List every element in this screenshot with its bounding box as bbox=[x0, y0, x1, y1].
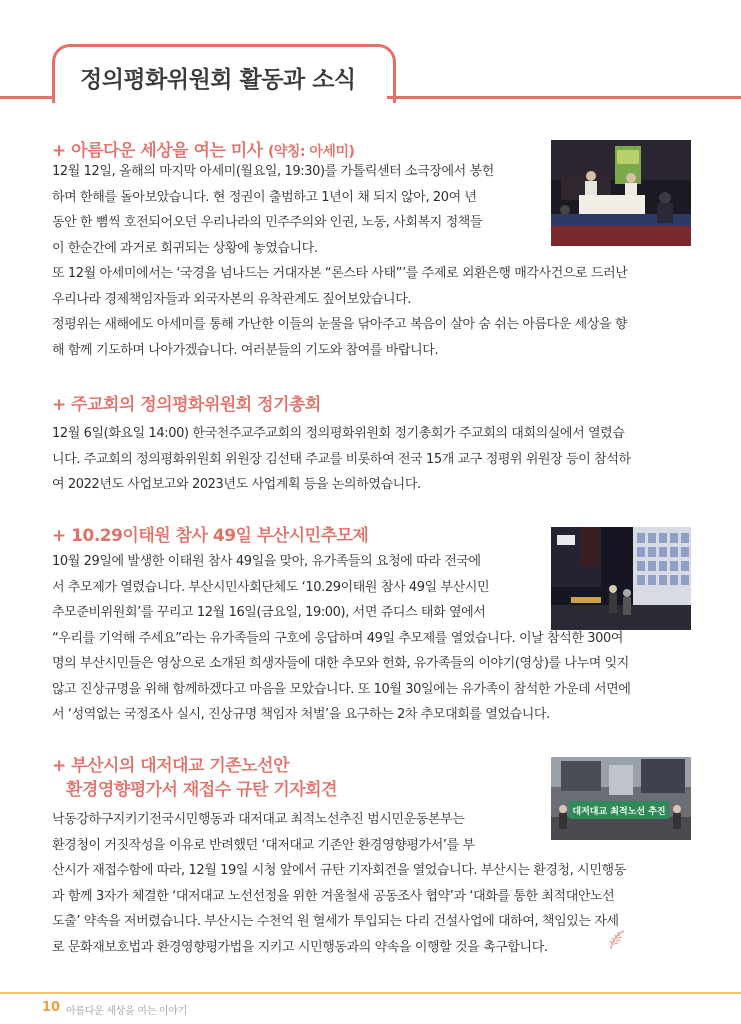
section-heading-bridge-2: 환경영향평가서 재접수 규탄 기자회견 bbox=[66, 780, 338, 800]
section-heading-assembly: + 주교회의 정의평화위원회 정기총회 bbox=[52, 395, 321, 415]
text-line: 산시가 재접수함에 따라, 12월 19일 시청 앞에서 규탄 기자회견을 열었습니다. 부산시는 환경청, 시민행동 bbox=[52, 863, 626, 878]
text-line: 환경청이 거짓작성을 이유로 반려했던 ‘대저대교 기존안 환경영향평가서’를 부 bbox=[52, 837, 475, 853]
text-line: 추모준비위원회’를 꾸리고 12월 16일(금요일, 19:00), 서면 쥬디스 태화 옆에서 bbox=[52, 605, 486, 620]
text-line: 우리나라 경제책임자들과 외국자본의 유착관계도 짚어보았습니다. bbox=[52, 291, 412, 307]
text-line: “우리를 기억해 주세요”라는 유가족들의 구호에 응답하며 49일 추모제를 열었습니다. 이날 참석한 300여 bbox=[52, 630, 623, 646]
section-heading-mass-main: + 아름다운 세상을 여는 미사 bbox=[52, 141, 268, 161]
photo-press-conference bbox=[551, 757, 691, 840]
footer-rule bbox=[0, 992, 741, 994]
text-line: 니다. 주교회의 정의평화위원회 위원장 김선태 주교를 비롯하여 전국 15개 교구 정평위 위원장 등이 참석하 bbox=[52, 451, 631, 467]
press-banner-text: 대저대교 최적노선 추진 bbox=[572, 807, 666, 817]
section-body-assembly bbox=[52, 421, 702, 498]
section-heading-memorial: + 10.29이태원 참사 49일 부산시민추모제 bbox=[52, 526, 369, 546]
text-line: 않고 진상규명을 위해 함께하겠다고 마음을 모았습니다. 또 10월 30일에는 유가족이 참석한 가운데 서면에 bbox=[52, 681, 631, 697]
header-rule-right bbox=[387, 96, 741, 99]
section-body-memorial-b bbox=[52, 626, 702, 728]
leaf-icon bbox=[608, 929, 626, 955]
text-line: 이 한순간에 과거로 회귀되는 상황에 놓였습니다. bbox=[52, 240, 318, 256]
section-heading-mass-sub: (약칭: 아세미) bbox=[267, 144, 355, 160]
text-line: 서 추모제가 열렸습니다. 부산시민사회단체도 ‘10.29이태원 참사 49일 부산시민 bbox=[52, 579, 490, 595]
photo-mass bbox=[551, 140, 691, 246]
text-line: 하며 한해를 돌아보았습니다. 현 정권이 출범하고 1년이 채 되지 않아, 20여 년 bbox=[52, 189, 477, 205]
section-body-bridge-b bbox=[52, 858, 702, 960]
text-line: 서 ‘성역없는 국정조사 실시, 진상규명 책임자 처벌’을 요구하는 2차 추모대회를 열었습니다. bbox=[52, 707, 550, 722]
page-title: 정의평화위원회 활동과 소식 bbox=[80, 67, 356, 93]
section-body-mass-b bbox=[52, 261, 702, 363]
text-line: 낙동강하구지키기전국시민행동과 대저대교 최적노선추진 범시민운동본부는 bbox=[52, 812, 465, 827]
text-line: 여 2022년도 사업보고와 2023년도 사업계획 등을 논의하였습니다. bbox=[52, 477, 421, 492]
text-line: 해 함께 기도하며 나아가겠습니다. 여러분들의 기도와 참여를 바랍니다. bbox=[52, 342, 439, 358]
text-line: 도출’ 약속을 저버렸습니다. 부산시는 수천억 원 혈세가 투입되는 다리 건설사업에 대하여, 책임있는 자세 bbox=[52, 914, 619, 929]
footer-label: 아름다운 세상을 여는 이야기 bbox=[66, 1006, 187, 1017]
section-body-memorial-a bbox=[52, 549, 542, 626]
text-line: 과 함께 3자가 체결한 ‘대저대교 노선선정을 위한 겨울철새 공동조사 협약’과 ‘대화를 통한 최적대안노선 bbox=[52, 888, 615, 904]
text-line: 10월 29일에 발생한 이태원 참사 49일을 맞아, 유가족들의 요청에 따라 전국에 bbox=[52, 554, 481, 569]
photo-memorial bbox=[551, 527, 691, 630]
section-body-bridge-a bbox=[52, 807, 542, 858]
text-line: 12월 6일(화요일 14:00) 한국천주교주교회의 정의평화위원회 정기총회가 주교회의 대회의실에서 열렸습 bbox=[52, 426, 625, 441]
section-heading-bridge-1: + 부산시의 대저대교 기존노선안 bbox=[52, 756, 289, 776]
text-line: 동안 한 뼘씩 호전되어오던 우리나라의 민주주의와 인권, 노동, 사회복지 정책들 bbox=[52, 215, 483, 230]
section-body-mass-a bbox=[52, 159, 542, 261]
page-number: 10 bbox=[42, 1000, 61, 1015]
text-line: 12월 12일, 올해의 마지막 아세미(월요일, 19:30)를 가톨릭센터 소극장에서 봉헌 bbox=[52, 164, 494, 179]
text-line: 명의 부산시민들은 영상으로 소개된 희생자들에 대한 추모와 헌화, 유가족들의 이야기(영상)를 나누며 잊지 bbox=[52, 656, 629, 671]
text-line: 로 문화재보호법과 환경영향평가법을 지키고 시민행동과의 약속을 이행할 것을 촉구합니다. bbox=[52, 939, 548, 955]
text-line: 정평위는 새해에도 아세미를 통해 가난한 이들의 눈물을 닦아주고 복음이 살아 숨 쉬는 아름다운 세상을 향 bbox=[52, 317, 628, 332]
header-rule-left bbox=[0, 96, 56, 99]
text-line: 또 12월 아세미에서는 ‘국경을 넘나드는 거대자본 “론스타 사태”’를 주제로 외환은행 매각사건으로 드러난 bbox=[52, 266, 628, 281]
